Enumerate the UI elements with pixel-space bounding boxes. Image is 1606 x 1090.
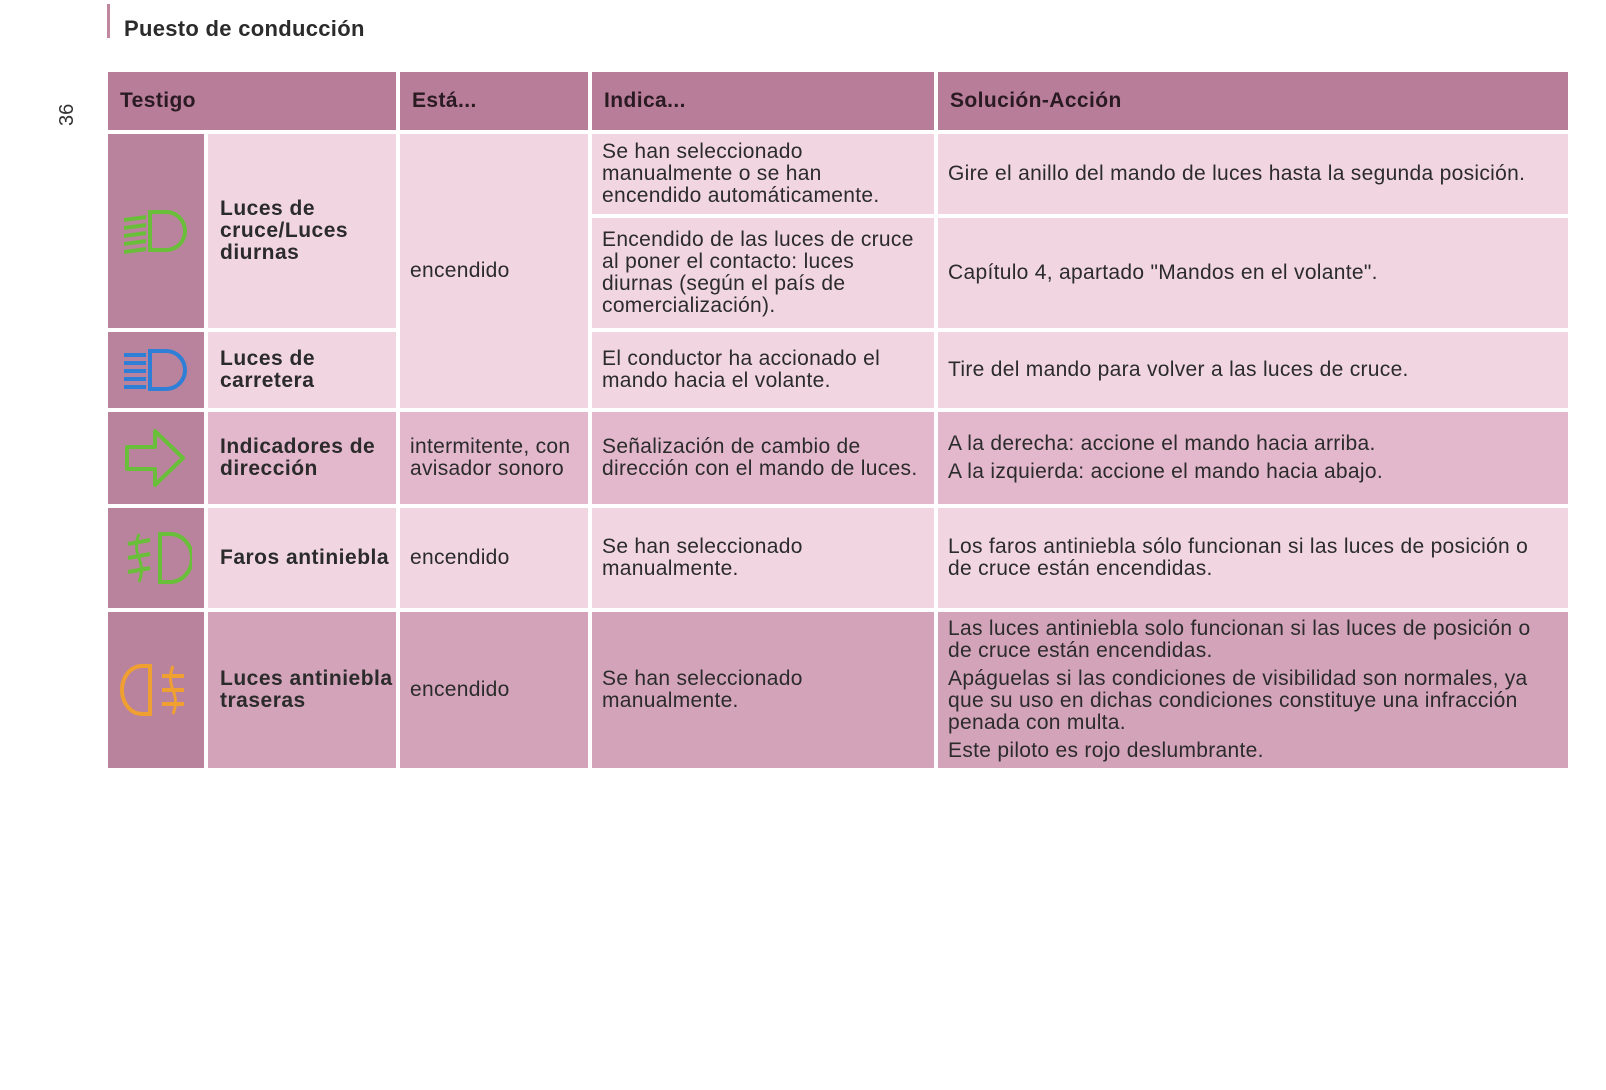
solucion-dipped-beam-1: Gire el anillo del mando de luces hasta la segunda posición. — [938, 134, 1568, 214]
solucion-direction-right: A la derecha: accione el mando hacia arriba. — [948, 432, 1376, 455]
indica-dipped-beam-2: Encendido de las luces de cruce al poner el contacto: luces diurnas (según el país de comercialización). — [592, 218, 934, 328]
row-name-front-fog: Faros antiniebla — [208, 508, 396, 608]
solucion-rear-fog-3: Este piloto es rojo deslumbrante. — [948, 739, 1264, 762]
indica-rear-fog: Se han seleccionado manualmente. — [592, 612, 934, 768]
warning-lights-table — [104, 68, 1572, 772]
column-header-solucion: Solución-Acción — [938, 72, 1568, 130]
row-name-main-beam: Luces de carretera — [208, 332, 396, 408]
esta-rear-fog: encendido — [400, 612, 588, 768]
row-name-rear-fog: Luces antiniebla traseras — [208, 612, 396, 768]
front-fog-light-icon — [120, 528, 192, 588]
esta-front-fog: encendido — [400, 508, 588, 608]
solucion-direction-left: A la izquierda: accione el mando hacia abajo. — [948, 460, 1383, 483]
solucion-main-beam: Tire del mando para volver a las luces de cruce. — [938, 332, 1568, 408]
header-accent-bar — [107, 4, 110, 38]
column-header-indica: Indica... — [592, 72, 934, 130]
column-header-esta: Está... — [400, 72, 588, 130]
row-name-direction-indicator: Indicadores de dirección — [208, 412, 396, 504]
solucion-dipped-beam-2: Capítulo 4, apartado "Mandos en el volante". — [938, 218, 1568, 328]
solucion-rear-fog — [938, 612, 1568, 768]
column-header-testigo: Testigo — [108, 72, 396, 130]
icon-cell-dipped-beam — [108, 134, 204, 328]
indica-direction-indicator: Señalización de cambio de dirección con el mando de luces. — [592, 412, 934, 504]
rear-fog-light-icon — [120, 660, 192, 720]
icon-cell-rear-fog — [108, 612, 204, 768]
solucion-front-fog: Los faros antiniebla sólo funcionan si las luces de posición o de cruce están encendidas. — [938, 508, 1568, 608]
indica-front-fog: Se han seleccionado manualmente. — [592, 508, 934, 608]
direction-indicator-icon — [121, 425, 191, 491]
row-name-dipped-beam: Luces de cruce/Luces diurnas — [208, 134, 396, 328]
solucion-direction-indicator — [938, 412, 1568, 504]
esta-shared-encendido: encendido — [400, 134, 588, 408]
indica-dipped-beam-1: Se han seleccionado manualmente o se han encendido automáticamente. — [592, 134, 934, 214]
solucion-rear-fog-1: Las luces antiniebla solo funcionan si las luces de posición o de cruce están encendidas. — [948, 617, 1531, 662]
solucion-rear-fog-2: Apáguelas si las condiciones de visibilidad son normales, ya que su uso en dichas condiciones constituye una infracción penada con multa. — [948, 667, 1528, 734]
page-number: 36 — [56, 103, 78, 126]
dipped-beam-icon — [120, 206, 192, 256]
icon-cell-front-fog — [108, 508, 204, 608]
esta-direction-indicator: intermitente, con avisador sonoro — [400, 412, 588, 504]
icon-cell-main-beam — [108, 332, 204, 408]
icon-cell-direction-indicator — [108, 412, 204, 504]
indica-main-beam: El conductor ha accionado el mando hacia el volante. — [592, 332, 934, 408]
page-title: Puesto de conducción — [124, 16, 365, 41]
main-beam-icon — [120, 345, 192, 395]
